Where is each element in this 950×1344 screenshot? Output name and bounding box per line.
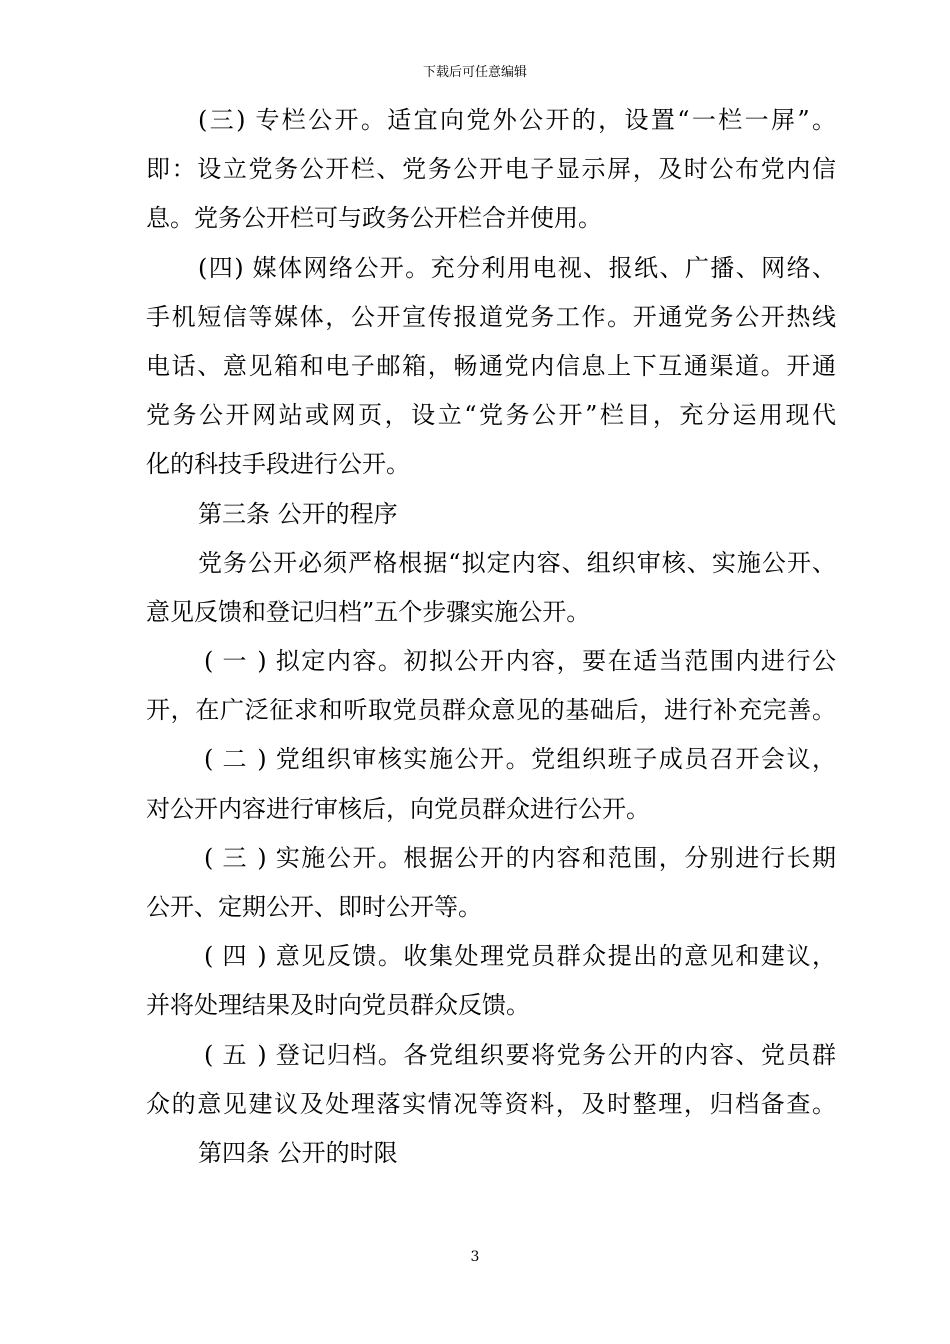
paragraph-line: 化的科技手段进行公开。 — [146, 450, 410, 479]
paragraph-line: 党务公开网站或网页，设立“党务公开”栏目，充分运用现代 — [146, 401, 836, 430]
paragraph-line: ( 一 ) 拟定内容。初拟公开内容，要在适当范围内进行公 — [204, 647, 836, 676]
section-heading: 第四条 公开的时限 — [198, 1138, 398, 1167]
section-heading: 第三条 公开的程序 — [198, 499, 398, 528]
page-header: 下载后可任意编辑 — [422, 65, 527, 80]
paragraph-line: ( 四 ) 意见反馈。收集处理党员群众提出的意见和建议， — [204, 942, 836, 971]
paragraph-line: 即：设立党务公开栏、党务公开电子显示屏，及时公布党内信 — [146, 155, 836, 184]
document-body — [146, 96, 836, 1178]
paragraph-line: ( 二 ) 党组织审核实施公开。党组织班子成员召开会议， — [204, 745, 836, 774]
paragraph-line: 对公开内容进行审核后，向党员群众进行公开。 — [146, 794, 650, 823]
paragraph-line: (四) 媒体网络公开。充分利用电视、报纸、广播、网络、 — [198, 253, 836, 282]
paragraph-line: 开，在广泛征求和听取党员群众意见的基础后，进行补充完善。 — [146, 696, 836, 725]
paragraph-line: ( 三 ) 实施公开。根据公开的内容和范围，分别进行长期 — [204, 843, 836, 872]
paragraph-line: 息。党务公开栏可与政务公开栏合并使用。 — [146, 204, 602, 233]
paragraph-line: 党务公开必须严格根据“拟定内容、组织审核、实施公开、 — [198, 548, 836, 577]
paragraph-line: ( 五 ) 登记归档。各党组织要将党务公开的内容、党员群 — [204, 1040, 836, 1069]
paragraph-line: 公开、定期公开、即时公开等。 — [146, 893, 482, 921]
page-number: 3 — [470, 1249, 480, 1265]
paragraph-line: 意见反馈和登记归档”五个步骤实施公开。 — [146, 597, 591, 626]
paragraph-line: 手机短信等媒体，公开宣传报道党务工作。开通党务公开热线 — [146, 302, 836, 331]
paragraph-line: 电话、意见箱和电子邮箱，畅通党内信息上下互通渠道。开通 — [146, 351, 836, 380]
paragraph-line: (三) 专栏公开。适宜向党外公开的，设置“一栏一屏”。 — [198, 106, 836, 134]
paragraph-line: 众的意见建议及处理落实情况等资料，及时整理，归档备查。 — [146, 1089, 836, 1118]
paragraph-line: 并将处理结果及时向党员群众反馈。 — [146, 991, 530, 1020]
